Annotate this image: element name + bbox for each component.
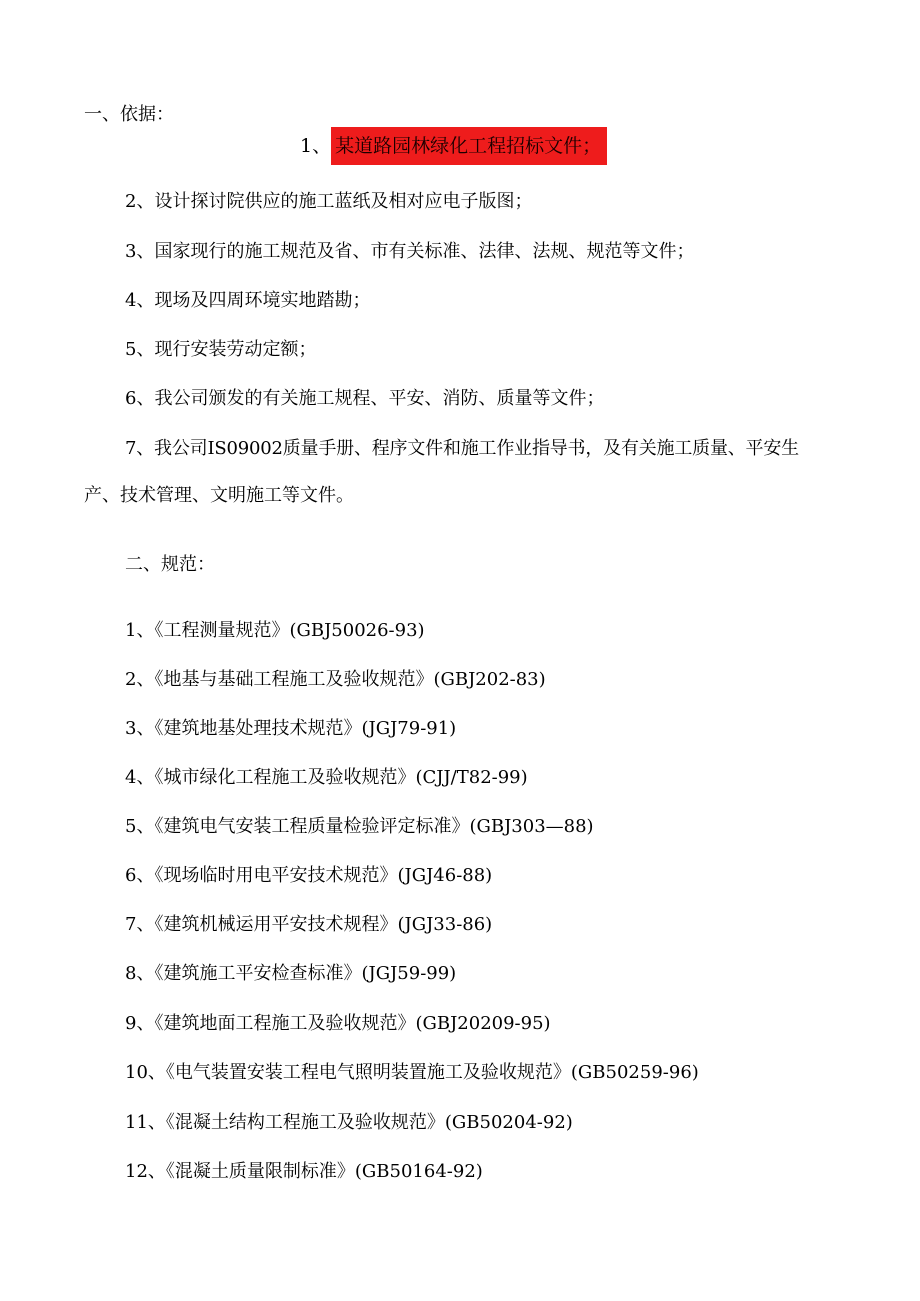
- basis-item-1-number: 1、: [300, 135, 332, 157]
- section-heading-basis: 一、依据：: [84, 104, 174, 125]
- basis-item-7-line2: 产、技术管理、文明施工等文件。: [84, 485, 354, 506]
- basis-item-3: 3、国家现行的施工规范及省、市有关标准、法律、法规、规范等文件；: [125, 241, 695, 262]
- standard-item: 9、《建筑地面工程施工及验收规范》(GBJ20209-95): [125, 1013, 551, 1034]
- standard-item: 6、《现场临时用电平安技术规范》(JGJ46-88): [125, 865, 493, 886]
- basis-item-6: 6、我公司颁发的有关施工规程、平安、消防、质量等文件；: [125, 388, 605, 409]
- standard-item: 7、《建筑机械运用平安技术规程》(JGJ33-86): [125, 914, 493, 935]
- standard-item: 10、《电气装置安装工程电气照明装置施工及验收规范》(GB50259-96): [125, 1062, 699, 1083]
- standard-item: 8、《建筑施工平安检查标准》(JGJ59-99): [125, 963, 457, 984]
- standard-item: 1、《工程测量规范》(GBJ50026-93): [125, 620, 425, 641]
- highlighted-text: 某道路园林绿化工程招标文件；: [331, 127, 607, 165]
- basis-item-4: 4、现场及四周环境实地踏勘；: [125, 290, 371, 311]
- standard-item: 4、《城市绿化工程施工及验收规范》(CJJ/T82-99): [125, 767, 528, 788]
- section-heading-standards: 二、规范：: [125, 554, 215, 575]
- basis-item-5: 5、现行安装劳动定额；: [125, 339, 317, 360]
- standard-item: 2、《地基与基础工程施工及验收规范》(GBJ202-83): [125, 669, 546, 690]
- basis-item-2: 2、设计探讨院供应的施工蓝纸及相对应电子版图；: [125, 191, 533, 212]
- standard-item: 5、《建筑电气安装工程质量检验评定标准》(GBJ303—88): [125, 816, 594, 837]
- standard-item: 11、《混凝土结构工程施工及验收规范》(GB50204-92): [125, 1112, 573, 1133]
- standard-item: 3、《建筑地基处理技术规范》(JGJ79-91): [125, 718, 457, 739]
- standard-item: 12、《混凝土质量限制标准》(GB50164-92): [125, 1161, 483, 1182]
- basis-item-1: [300, 127, 607, 165]
- basis-item-7-line1: 7、我公司IS09002质量手册、程序文件和施工作业指导书，及有关施工质量、平安生: [125, 438, 799, 459]
